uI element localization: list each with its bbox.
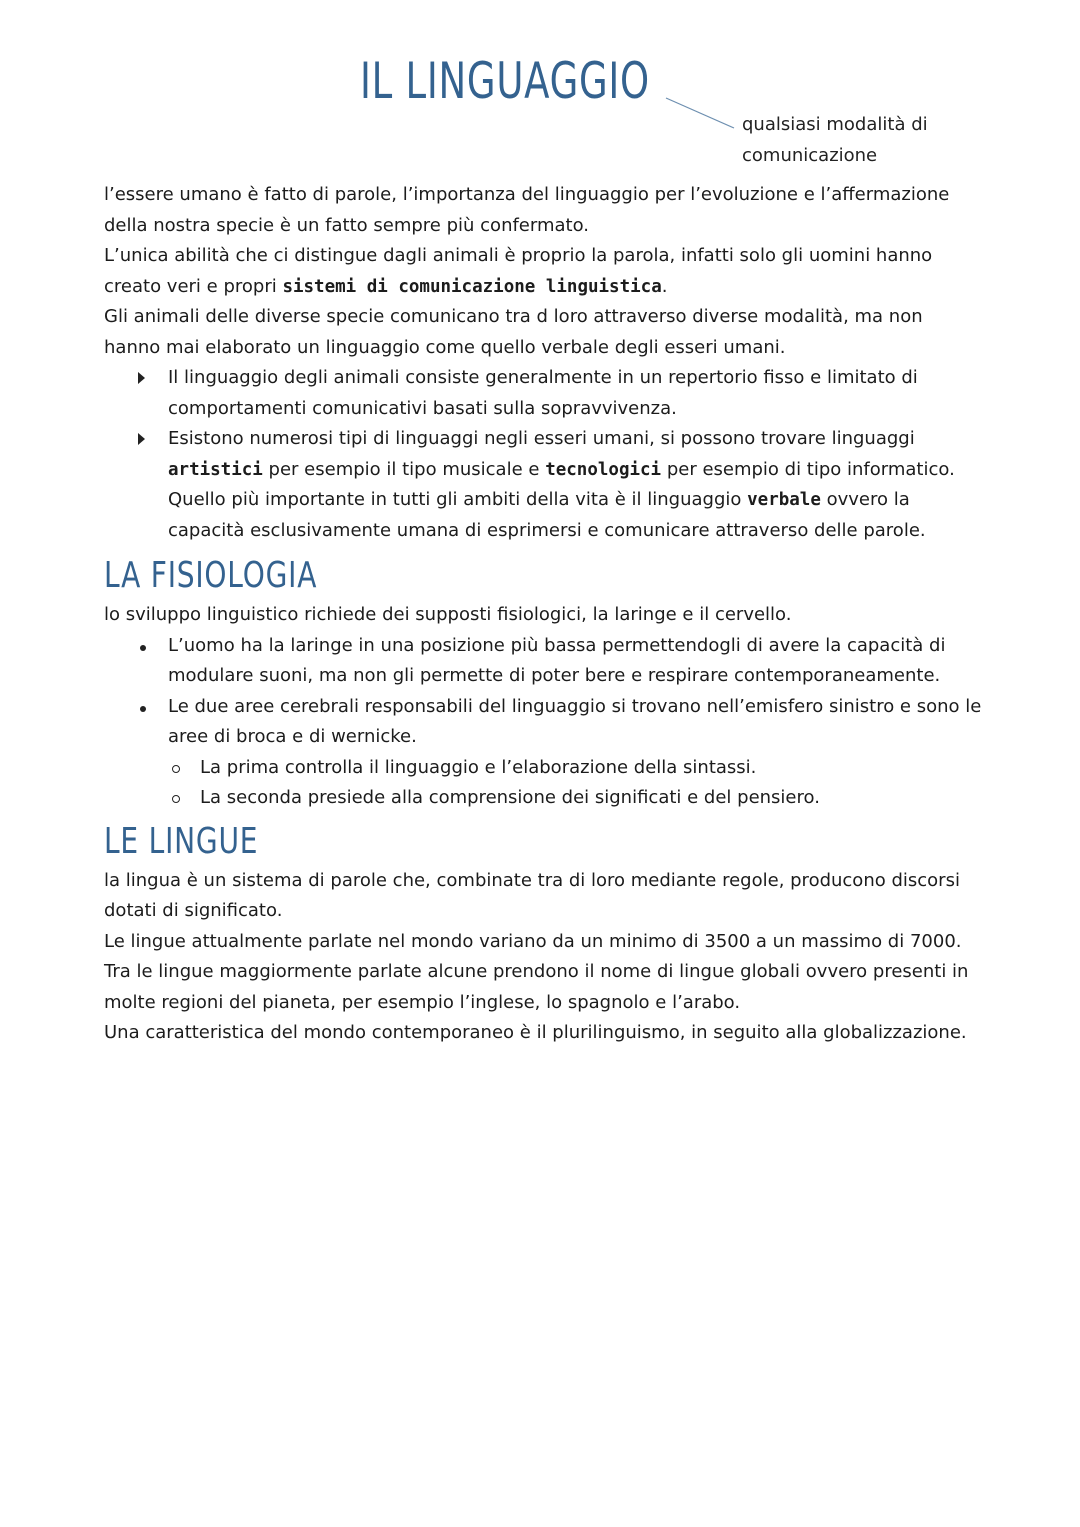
- intro-paragraph-1: l’essere umano è fatto di parole, l’importanza del linguaggio per l’evoluzione e l’affermazione della nostra specie è un fatto sempre più confermato.: [104, 184, 950, 236]
- bullet-text-part: Esistono numerosi tipi di linguaggi negli esseri umani, si possono trovare linguaggi: [168, 428, 915, 449]
- dot-bullet-icon: [138, 692, 158, 723]
- list-item: [104, 631, 984, 692]
- key-term-tecnologici: tecnologici: [545, 459, 662, 480]
- list-item: [104, 363, 984, 424]
- bullet-text-part: ovvero la capacità esclusivamente umana di esprimersi e comunicare attraverso delle parole.: [168, 489, 926, 541]
- lingue-paragraph-3: Tra le lingue maggiormente parlate alcune prendono il nome di lingue globali ovvero presenti in molte regioni del pianeta, per esempio l’inglese, lo spagnolo e l’arabo.: [104, 961, 969, 1013]
- dot-bullet-icon: [138, 631, 158, 662]
- intro-bullet-list: [104, 363, 984, 546]
- bullet-text: L’uomo ha la laringe in una posizione più bassa permettendogli di avere la capacità di modulare suoni, ma non gli permette di poter bere e respirare contemporaneamente.: [168, 634, 946, 686]
- bullet-text: [168, 424, 984, 485]
- bullet-text-part: Quello più importante in tutti gli ambiti della vita è il linguaggio: [168, 489, 748, 510]
- fisiologia-intro: lo sviluppo linguistico richiede dei supposti fisiologici, la laringe e il cervello.: [104, 604, 792, 625]
- sub-bullet-text: La seconda presiede alla comprensione dei significati e del pensiero.: [200, 787, 820, 808]
- key-term-artistici: artistici: [168, 459, 263, 480]
- intro-paragraph-3: Gli animali delle diverse specie comunicano tra d loro attraverso diverse modalità, ma non hanno mai elaborato un linguaggio come quello verbale degli esseri umani.: [104, 306, 923, 358]
- bullet-text: Il linguaggio degli animali consiste generalmente in un repertorio fisso e limitato di comportamenti comunicativi basati sulla sopravvivenza.: [168, 367, 918, 419]
- sub-list-item: [104, 783, 984, 814]
- key-term-verbale: verbale: [747, 490, 821, 510]
- list-item: [104, 692, 984, 753]
- fisiologia-bullet-list: [104, 631, 984, 814]
- bullet-text-part: per esempio il tipo musicale e: [262, 458, 546, 480]
- annotation-connector-line: [664, 96, 736, 130]
- circle-bullet-icon: [172, 783, 180, 814]
- intro-paragraph-2: [104, 241, 984, 302]
- triangle-bullet-icon: [138, 363, 158, 395]
- intro-p2-end: .: [661, 275, 668, 297]
- sub-list-item: [104, 753, 984, 784]
- section-heading-lingue: LE LINGUE: [104, 820, 259, 862]
- bullet-text-continued: [168, 485, 984, 546]
- side-annotation: qualsiasi modalità di comunicazione: [742, 114, 928, 166]
- page-title: IL LINGUAGGIO: [360, 52, 650, 110]
- lingue-paragraph-1: la lingua è un sistema di parole che, combinate tra di loro mediante regole, producono discorsi dotati di significato.: [104, 869, 960, 921]
- triangle-bullet-icon: [138, 424, 158, 456]
- sub-bullet-text: La prima controlla il linguaggio e l’elaborazione della sintassi.: [200, 756, 757, 778]
- bullet-text-part: per esempio di tipo informatico.: [661, 458, 955, 480]
- bullet-text: Le due aree cerebrali responsabili del linguaggio si trovano nell’emisfero sinistro e sono le aree di broca e di wernicke.: [168, 695, 982, 747]
- lingue-paragraph-2: Le lingue attualmente parlate nel mondo variano da un minimo di 3500 a un massimo di 7000.: [104, 930, 962, 952]
- list-item: [104, 424, 984, 546]
- lingue-paragraph-4: Una caratteristica del mondo contemporaneo è il plurilinguismo, in seguito alla globalizzazione.: [104, 1022, 967, 1043]
- main-body: [104, 180, 984, 1049]
- circle-bullet-icon: [172, 753, 180, 784]
- intro-p2-text: L’unica abilità che ci distingue dagli animali è proprio la parola, infatti solo gli uomini hanno creato veri e propri: [104, 245, 933, 297]
- key-term-sistemi: sistemi di comunicazione linguistica: [282, 276, 662, 297]
- section-heading-fisiologia: LA FISIOLOGIA: [104, 555, 318, 596]
